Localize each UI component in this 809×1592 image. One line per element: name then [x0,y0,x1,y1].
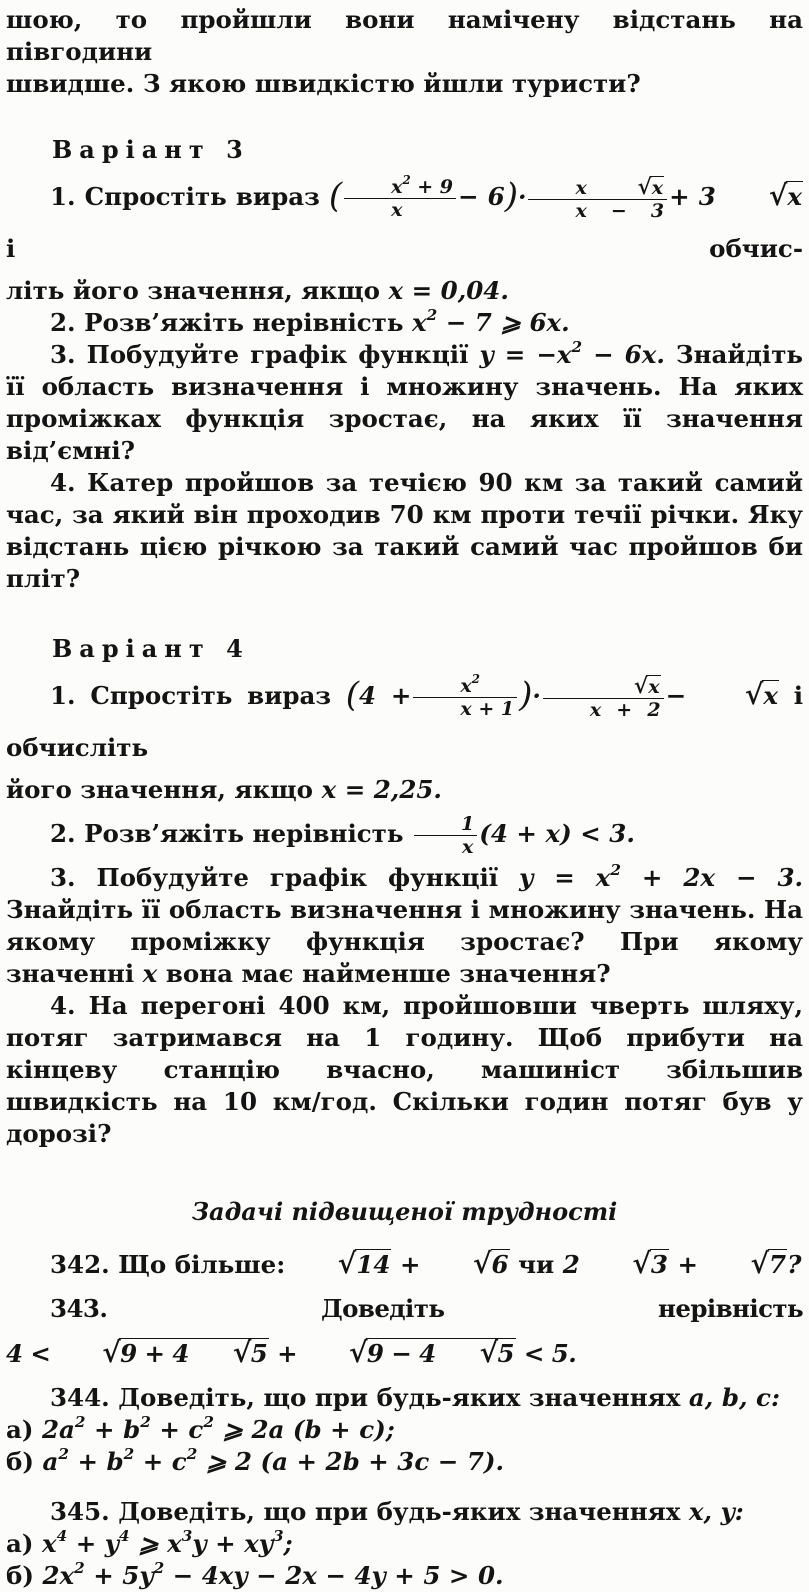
variant-4 [6,633,803,1150]
v4-task-4: 4. На перегоні 400 км, пройшовши чверть шляху, потяг затримався на 1 годину. Щоб прибути на кінцеву станцію вчасно, машиніст збільшив швидкість на 10 км/год. Скільки годин потяг був у дорозі? [6,991,803,1148]
previous-problem-tail [6,4,803,100]
harder-problems [6,1196,803,1592]
problem-345-b: б) $2x^2 + 5y^2 - 4xy - 2x - 4y + 5 > 0$. [6,1558,504,1590]
variant-3 [6,134,803,595]
problem-344: 344. Доведіть, що при будь-яких значеннях a, b, c: [50,1383,780,1412]
text-line: шою, то пройшли вони намічену відстань на півгодини [6,5,803,66]
problem-345: 345. Доведіть, що при будь-яких значеннях x, y: [50,1497,744,1526]
problem-344-a: а) $2a^2 + b^2 + c^2$ ⩾ 2a (b + c); [6,1412,395,1444]
section-heading: Задачі підвищеної трудності [191,1197,618,1226]
text-line: швидше. З якою швидкістю йшли туристи? [6,69,641,98]
v4-task1-expression: (4 + $\frac{x^2}{x + 1}$ )· $\frac{√x}{x + 2}$ − √x [345,671,778,721]
v3-task-1: 1. Спростіть вираз ( $\frac{x^2 + 9}{x}$ − 6)· $\frac{x √x}{x - 3}$ + 3 √x і обчис- [6,172,803,263]
v4-task-1-cont: його значення, якщо x = 2,25. [6,775,442,804]
variant-3-title: Варіант 3 [52,135,250,164]
v4-task-1: 1. Спростіть вираз (4 + $\frac{x^2}{x + 1}$ )· $\frac{√x}{x + 2}$ − √x і обчисліть [6,671,804,762]
v3-task-4: 4. Катер пройшов за течією 90 км за такий самий час, за який він проходив 70 км проти течії річки. Яку відстань цією річкою за такий самий час пройшов би пліт? [6,468,803,593]
variant-4-title: Варіант 4 [52,634,250,663]
problem-344-b: б) $a^2 + b^2 + c^2$ ⩾ 2 (a + 2b + 3c − 7). [6,1444,505,1476]
problem-343: 343. Доведіть нерівність 4 < √9 + 4 √5 + √9 − 4 √5 < 5. [6,1294,803,1369]
v3-task-1-cont: літь його значення, якщо x = 0,04. [6,276,509,305]
problem-342: 342. Що більше: √14 + √6 чи 2 √3 + √7? [50,1247,802,1280]
v4-task-2: 2. Розв’яжіть нерівність $\frac{1}{x}$ (4 + x) < 3. [50,813,635,858]
v3-task1-expression: ( $\frac{x^2 + 9}{x}$ − 6)· $\frac{x √x}{x - 3}$ + 3 √x [328,172,803,222]
v3-task-3: 3. Побудуйте графік функції $y = -x^2 - 6x$. Знайдіть її область визначення і множину значень. На яких проміжках функція зростає, на яких її значення від’ємні? [6,337,804,465]
problem-345-a: а) $x^4 + y^4$ ⩾ $x^3y + xy^3$; [6,1526,293,1558]
v4-task-3: 3. Побудуйте графік функції $y = x^2 + 2x - 3$. Знайдіть її область визначення і множину значень. На якому проміжку функція зростає? При якому значенні x вона має найменше значення? [6,860,804,988]
v3-task-2: 2. Розв’яжіть нерівність $x^2 - 7$ ⩾ 6x. [50,305,570,337]
